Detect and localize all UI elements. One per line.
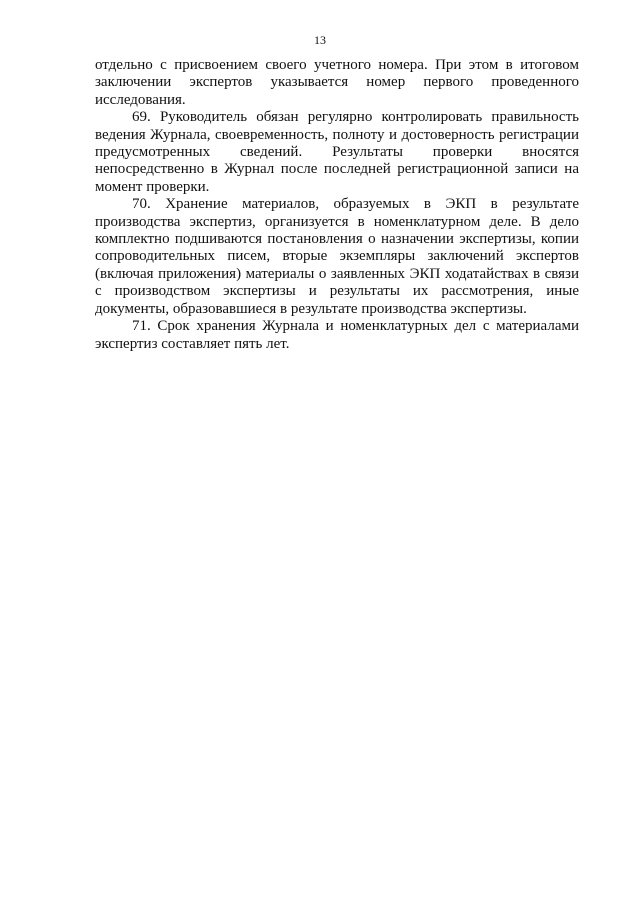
paragraph-continuation: отдельно с присвоением своего учетного номера. При этом в итоговом заключении экспертов указывается номер первого проведенного исследования. xyxy=(95,57,579,108)
paragraph-69: 69. Руководитель обязан регулярно контролировать правильность ведения Журнала, своевременность, полноту и достоверность регистрации предусмотренных сведений. Результаты проверки вносятся непосредственно в Журнал после последней регистрационной записи на момент проверки. xyxy=(95,109,579,195)
document-body xyxy=(95,57,579,353)
paragraph-70: 70. Хранение материалов, образуемых в ЭКП в результате производства экспертиз, организуется в номенклатурном деле. В дело комплектно подшиваются постановления о назначении экспертизы, копии сопроводительных писем, вторые экземпляры заключений экспертов (включая приложения) материалы о заявленных ЭКП ходатайствах в связи с производством экспертизы и результаты их рассмотрения, иные документы, образовавшиеся в результате производства экспертизы. xyxy=(95,196,579,317)
paragraph-71: 71. Срок хранения Журнала и номенклатурных дел с материалами экспертиз составляет пять лет. xyxy=(95,318,579,352)
page-number: 13 xyxy=(314,33,326,47)
